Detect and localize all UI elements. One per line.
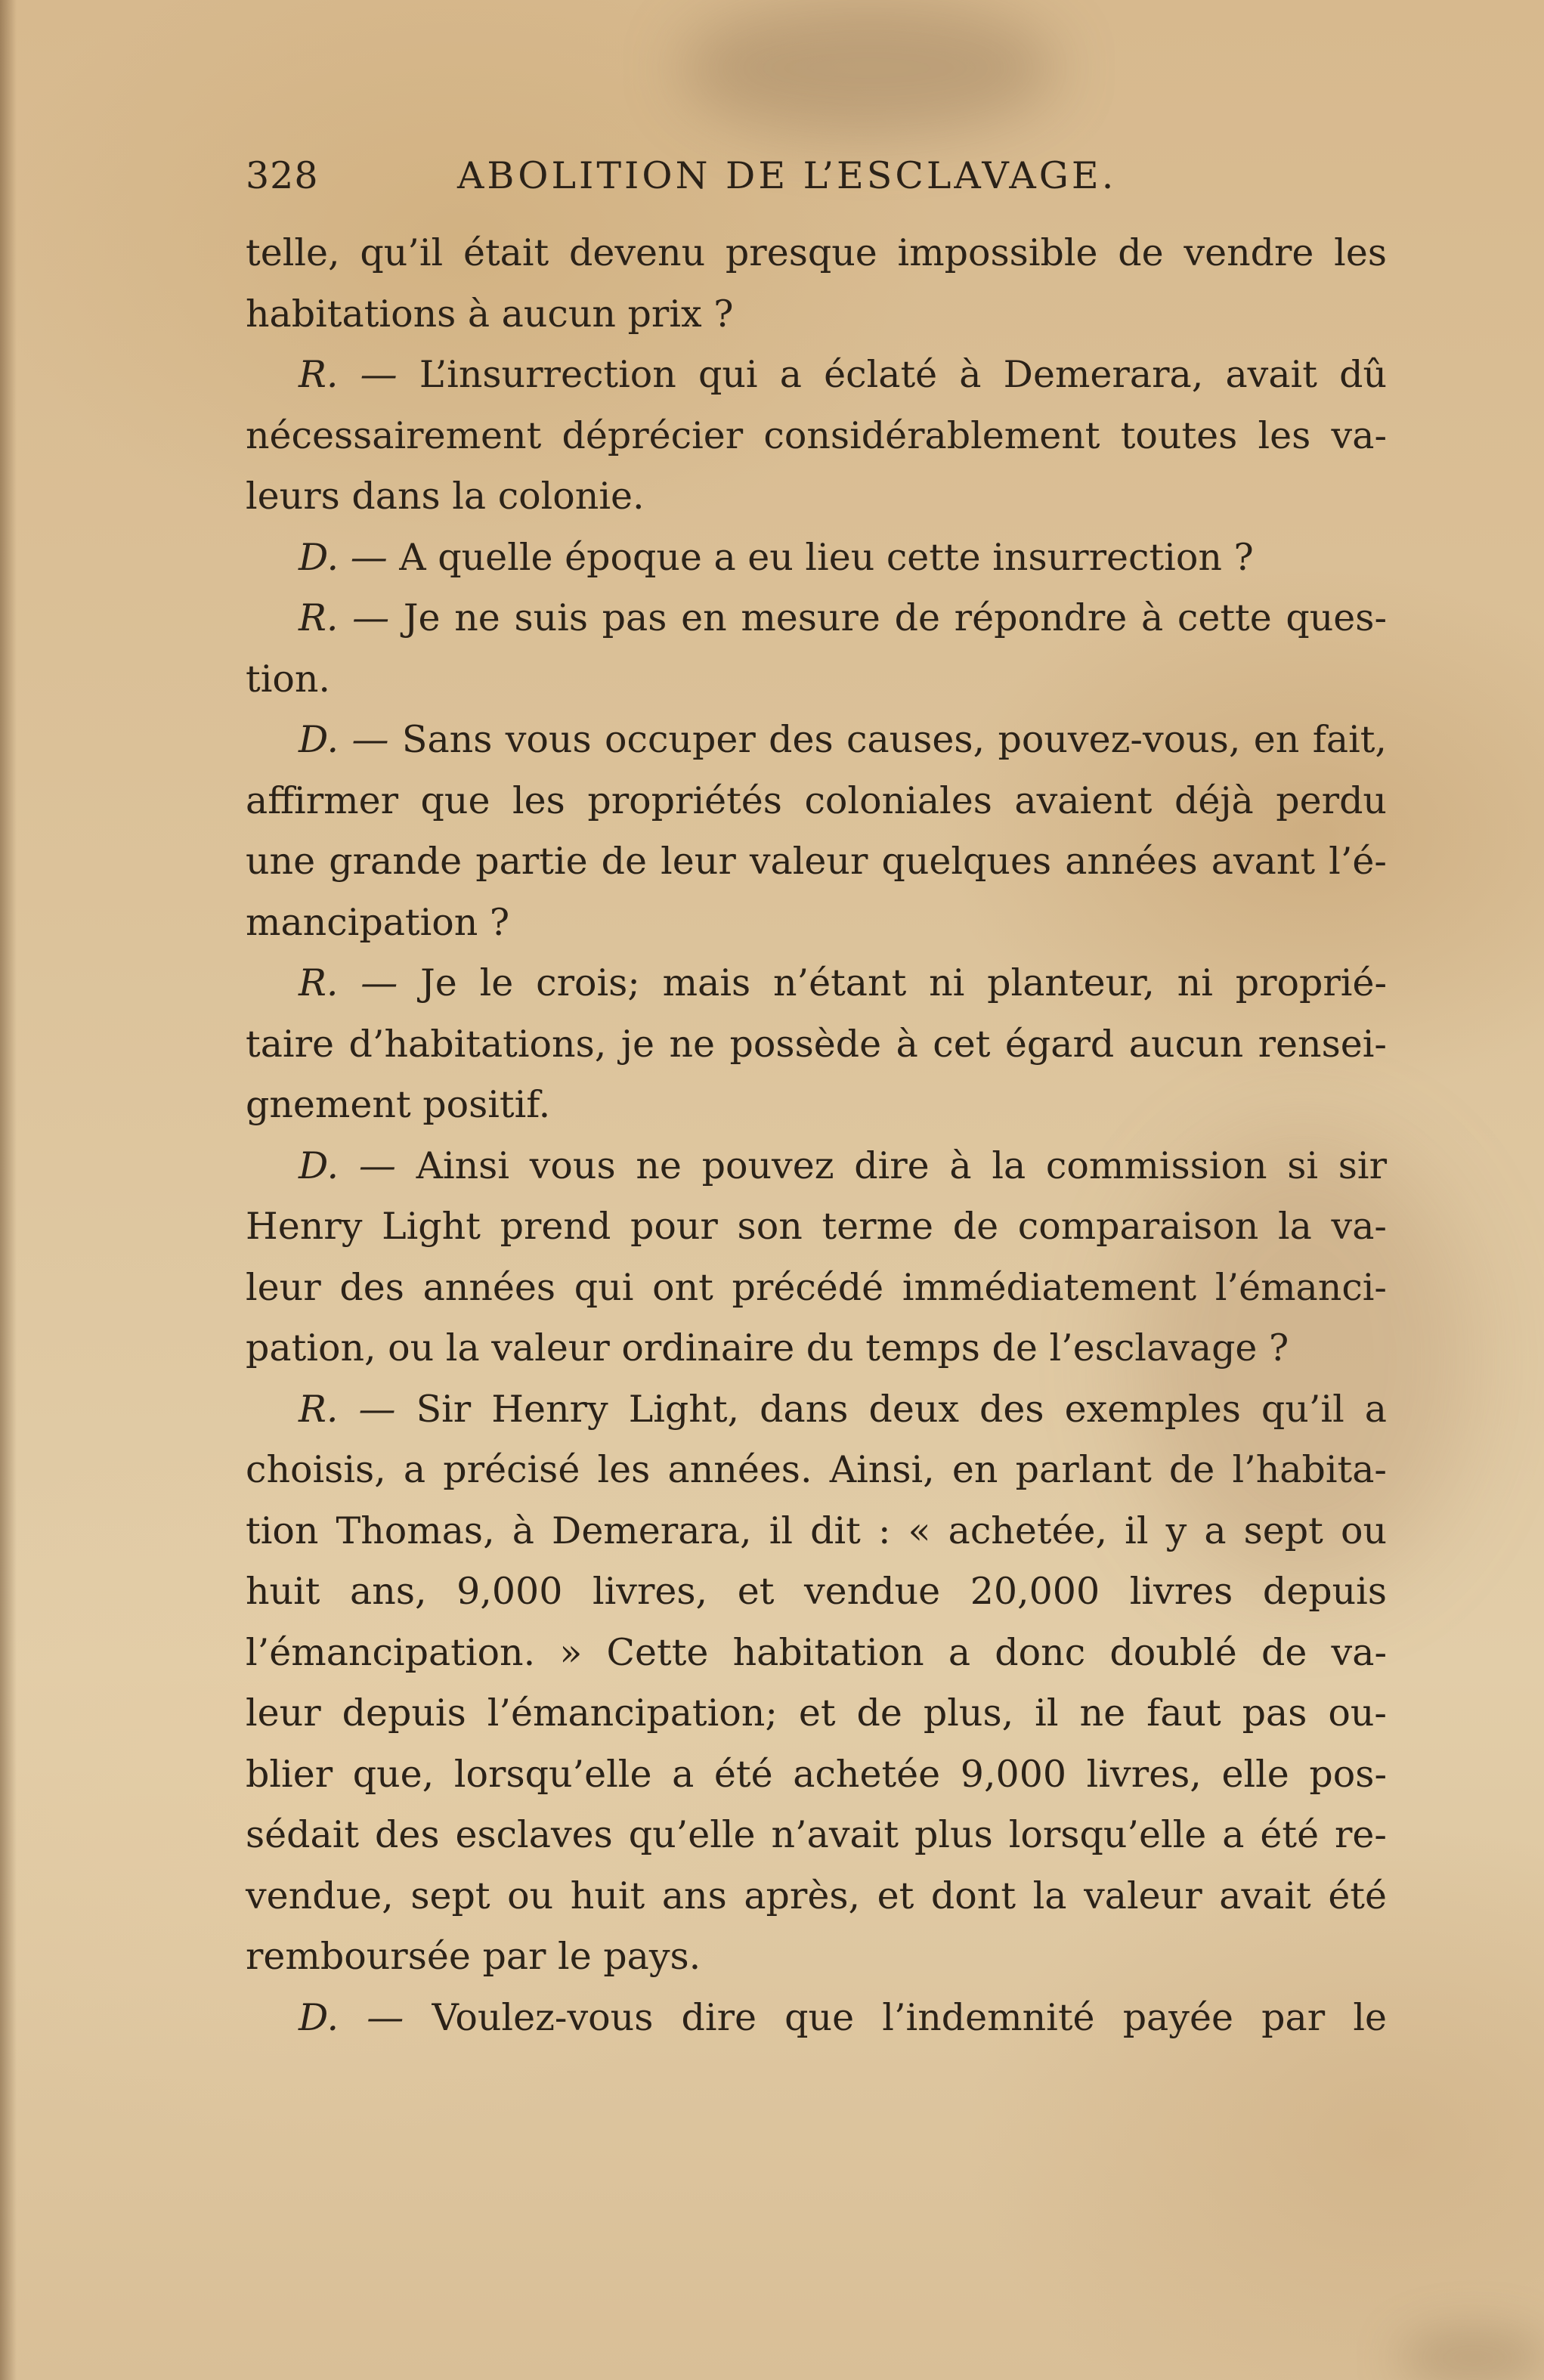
text-line: une grande partie de leur valeur quelques années avant l’é- (246, 840, 1387, 883)
text-line: leur depuis l’émancipation; et de plus, il ne faut pas ou- (246, 1691, 1387, 1735)
water-stain (1398, 2328, 1544, 2380)
speaker-label: D. — (299, 1144, 396, 1187)
text-line: habitations à aucun prix ? (246, 292, 734, 336)
speaker-label: R. — (299, 961, 398, 1004)
text-line: sédait des esclaves qu’elle n’avait plus lorsqu’elle a été re- (246, 1813, 1387, 1856)
text-line: l’émancipation. » Cette habitation a donc doublé de va- (246, 1630, 1387, 1674)
text-line: leurs dans la colonie. (246, 475, 645, 518)
text-line: D. — Ainsi vous ne pouvez dire à la commission si sir (299, 1144, 1387, 1187)
speaker-label: D. — (299, 1995, 404, 2039)
water-stain (680, 0, 1058, 136)
text-line: leur des années qui ont précédé immédiatement l’émanci- (246, 1265, 1387, 1309)
text-line: R. — Je ne suis pas en mesure de répondre à cette ques- (299, 596, 1388, 639)
text-line: telle, qu’il était devenu presque impossible de vendre les (246, 231, 1387, 274)
running-title: ABOLITION DE L’ESCLAVAGE. (457, 154, 1117, 197)
text-line: remboursée par le pays. (246, 1935, 701, 1978)
text-line: affirmer que les propriétés coloniales avaient déjà perdu (246, 778, 1387, 822)
text-line: R. — L’insurrection qui a éclaté à Demerara, avait dû (299, 353, 1388, 396)
text-line: gnement positif. (246, 1083, 551, 1126)
text-line: blier que, lorsqu’elle a été achetée 9,000 livres, elle pos- (246, 1752, 1387, 1796)
page-number: 328 (246, 154, 319, 197)
text-line: vendue, sept ou huit ans après, et dont la valeur avait été (246, 1874, 1387, 1917)
text-line: mancipation ? (246, 900, 510, 944)
page-body (246, 223, 1387, 2048)
text-line: tion. (246, 657, 330, 701)
text-line: nécessairement déprécier considérablement toutes les va- (246, 413, 1387, 457)
page-binding-edge (0, 0, 17, 2380)
text-line: tion Thomas, à Demerara, il dit : « achetée, il y a sept ou (246, 1509, 1387, 1552)
speaker-label: D. — (299, 718, 389, 761)
page-header (246, 150, 1145, 203)
text-line: D. — A quelle époque a eu lieu cette insurrection ? (299, 535, 1254, 579)
speaker-label: R. — (299, 353, 398, 396)
text-line: D. — Sans vous occuper des causes, pouvez-vous, en fait, (299, 718, 1388, 761)
speaker-label: D. — (299, 535, 388, 579)
text-line: R. — Je le crois; mais n’étant ni planteur, ni proprié- (299, 961, 1388, 1004)
text-line: R. — Sir Henry Light, dans deux des exemples qu’il a (299, 1387, 1388, 1431)
text-line: D. — Voulez-vous dire que l’indemnité payée par le (299, 1995, 1387, 2039)
text-line: choisis, a précisé les années. Ainsi, en parlant de l’habita- (246, 1448, 1387, 1491)
text-line: huit ans, 9,000 livres, et vendue 20,000 livres depuis (246, 1570, 1387, 1613)
speaker-label: R. — (299, 596, 390, 639)
speaker-label: R. — (299, 1387, 396, 1431)
text-line: taire d’habitations, je ne possède à cet égard aucun rensei- (246, 1022, 1387, 1066)
text-line: Henry Light prend pour son terme de comparaison la va- (246, 1205, 1387, 1248)
text-line: pation, ou la valeur ordinaire du temps de l’esclavage ? (246, 1326, 1289, 1370)
